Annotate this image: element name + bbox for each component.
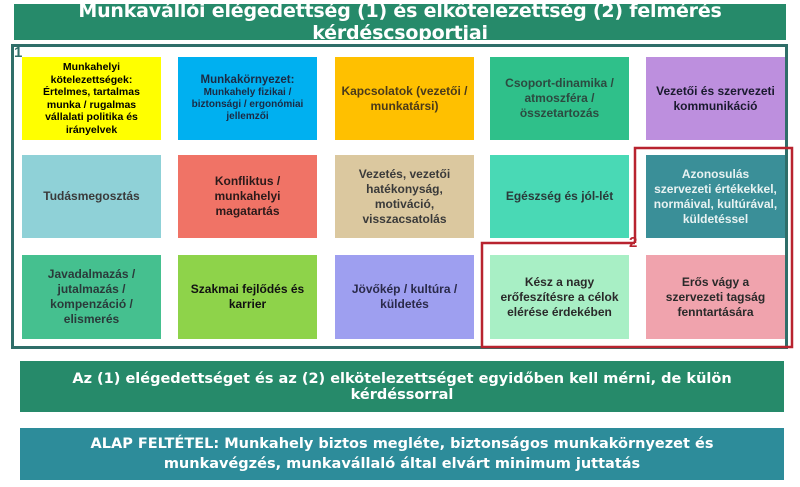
question-group-cell bbox=[490, 255, 629, 339]
group-2-label: 2 bbox=[629, 234, 638, 251]
question-group-text: Vezetői és szervezeti kommunikáció bbox=[656, 83, 775, 113]
question-group-heading: Munkakörnyezet: bbox=[200, 74, 295, 86]
question-group-cell bbox=[490, 155, 629, 238]
measurement-note: Az (1) elégedettséget és az (2) elkötelezettséget egyidőben kell mérni, de külön kérdéssorral bbox=[20, 361, 784, 412]
question-group-cell bbox=[335, 155, 474, 238]
diagram-title: Munkavállói elégedettség (1) és elkötelezettség (2) felmérés kérdéscsoportjai bbox=[14, 4, 786, 40]
question-group-text: Kapcsolatok (vezetői / munkatársi) bbox=[341, 83, 468, 113]
question-group-text: Javadalmazás / jutalmazás / kompenzáció / elismerés bbox=[47, 267, 136, 326]
question-group-text: Egészség és jól-lét bbox=[505, 189, 614, 203]
question-group-cell bbox=[178, 255, 317, 339]
question-group-text: Erős vágy a szervezeti tagság fenntartására bbox=[665, 274, 766, 319]
question-group-cell bbox=[490, 57, 629, 140]
group-1-label: 1 bbox=[14, 44, 23, 61]
question-group-text: Tudásmegosztás bbox=[43, 189, 140, 203]
question-group-text: Csoport-dinamika / atmoszféra / összetartozás bbox=[505, 76, 614, 120]
question-group-text: Munkahelyi kötelezettségek: Értelmes, tartalmas munka / rugalmas vállalati politika és irányelvek bbox=[43, 61, 140, 136]
question-group-cell bbox=[178, 155, 317, 238]
question-group-cell bbox=[22, 155, 161, 238]
question-group-text: Vezetés, vezetői hatékonyság, motiváció, visszacsatolás bbox=[358, 166, 451, 226]
question-group-cell bbox=[646, 155, 785, 238]
question-group-cell bbox=[22, 255, 161, 339]
question-group-text: Szakmai fejlődés és karrier bbox=[190, 282, 305, 311]
question-group-text: Jövőkép / kultúra / küldetés bbox=[351, 282, 458, 311]
base-requirement: ALAP FELTÉTEL: Munkahely biztos megléte, biztonságos munkakörnyezet és munkavégzés, munkavállaló által elvárt minimum juttatás bbox=[20, 428, 784, 480]
question-group-text: Azonosulás szervezeti értékekkel, normáival, kultúrával, küldetéssel bbox=[653, 166, 778, 226]
question-group-text: Konfliktus / munkahelyi magatartás bbox=[214, 174, 281, 218]
question-group-cell bbox=[178, 57, 317, 140]
question-group-cell bbox=[646, 57, 785, 140]
question-group-cell bbox=[335, 57, 474, 140]
question-group-text: Munkahely fizikai / biztonsági / ergonómiai jellemzői bbox=[191, 87, 304, 122]
question-group-text: Kész a nagy erőfeszítésre a célok elérése érdekében bbox=[500, 274, 619, 319]
question-group-cell bbox=[646, 255, 785, 339]
question-group-cell bbox=[335, 255, 474, 339]
question-group-cell bbox=[22, 57, 161, 140]
